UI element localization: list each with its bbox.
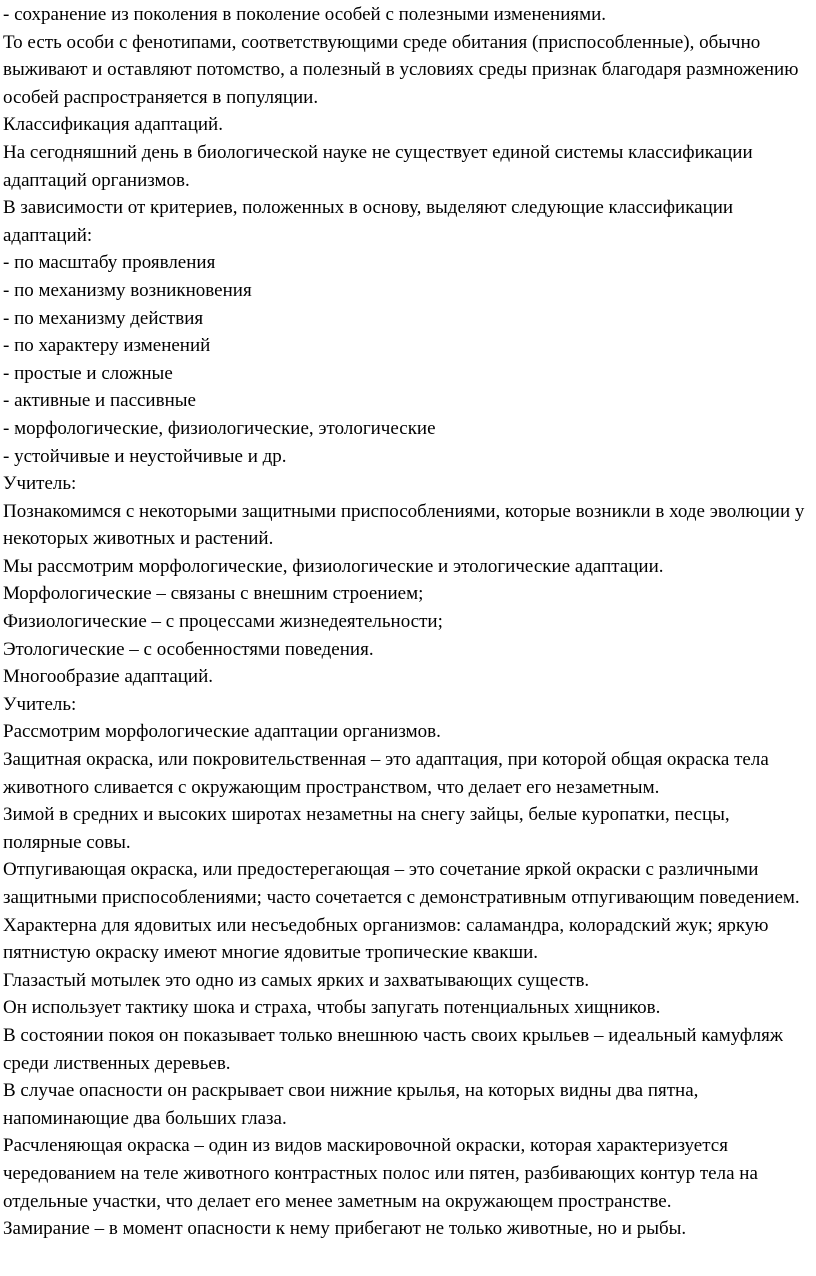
definition-physiological: Физиологические – с процессами жизнедеятельности; — [3, 611, 443, 633]
list-item-scale: - по масштабу проявления — [3, 252, 216, 274]
paragraph-disruptive-coloration: Расчленяющая окраска – один из видов маскировочной окраски, которая характеризуется чередованием на теле животного контрастных полос или пятен, разбивающих контур тела на отдельные участки, что делает его менее заметным на окружающем пространстве. — [3, 1135, 758, 1212]
paragraph-selection-list-end: - сохранение из поколения в поколение особей с полезными изменениями. — [3, 4, 607, 25]
speaker-label-teacher-2: Учитель: — [3, 693, 77, 715]
speaker-label-teacher: Учитель: — [3, 473, 77, 495]
heading-adaptation-diversity: Многообразие адаптаций. — [3, 666, 214, 688]
paragraph-winter-examples: Зимой в средних и высоких широтах незаметны на снегу зайцы, белые куропатки, песцы, полярные совы. — [3, 804, 730, 853]
list-item-origin-mechanism: - по механизму возникновения — [3, 279, 252, 301]
paragraph-protective-adaptations-intro: Познакомимся с некоторыми защитными приспособлениями, которые возникли в ходе эволюции у некоторых животных и растений. — [3, 500, 805, 550]
list-item-simple-complex: - простые и сложные — [3, 362, 173, 384]
paragraph-fitness-explanation: То есть особи с фенотипами, соответствующими среде обитания (приспособленные), обычно выживают и оставляют потомство, а полезный в условиях среды признак благодаря размножению особей распространяется в популяции. — [3, 31, 799, 108]
list-item-change-character: - по характеру изменений — [3, 335, 211, 357]
paragraph-warning-coloration: Отпугивающая окраска, или предостерегающая – это сочетание яркой окраски с различными защитными приспособлениями; часто сочетается с демонстративным отпугивающим поведением. Характерна для ядовитых или несъедобных организмов: саламандра, колорадский жук; яркую пятнистую окраску имеют многие ядовитые тропические квакши. — [3, 859, 800, 964]
definition-morphological: Морфологические – связаны с внешним строением; — [3, 583, 424, 605]
paragraph-shock-tactic: Он использует тактику шока и страха, чтобы запугать потенциальных хищников. — [3, 997, 661, 1019]
heading-adaptation-classification: Классификация адаптаций. — [3, 114, 223, 136]
paragraph-classification-criteria: В зависимости от критериев, положенных в основу, выделяют следующие классификации адаптаций: — [3, 197, 734, 246]
paragraph-protective-coloration: Защитная окраска, или покровительственная – это адаптация, при которой общая окраска тела животного сливается с окружающим пространством, что делает его незаметным. — [3, 749, 769, 798]
paragraph-morphological-intro: Рассмотрим морфологические адаптации организмов. — [3, 721, 441, 743]
paragraph-resting-camouflage: В состоянии покоя он показывает только внешнюю часть своих крыльев – идеальный камуфляж среди лиственных деревьев. — [3, 1024, 783, 1074]
list-item-active-passive: - активные и пассивные — [3, 390, 196, 412]
paragraph-adaptation-types: Мы рассмотрим морфологические, физиологические и этологические адаптации. — [3, 555, 664, 577]
paragraph-danger-eyespots: В случае опасности он раскрывает свои нижние крылья, на которых видны два пятна, напоминающие два больших глаза. — [3, 1080, 699, 1129]
paragraph-eyed-moth: Глазастый мотылек это одно из самых ярких и захватывающих существ. — [3, 969, 590, 991]
paragraph-freezing: Замирание – в момент опасности к нему прибегают не только животные, но и рыбы. — [3, 1218, 687, 1240]
definition-ethological: Этологические – с особенностями поведения. — [3, 638, 374, 660]
paragraph-no-unified-system: На сегодняшний день в биологической науке не существует единой системы классификации адаптаций организмов. — [3, 141, 753, 191]
list-item-stable-unstable: - устойчивые и неустойчивые и др. — [3, 445, 287, 467]
list-item-morpho-physio-etho: - морфологические, физиологические, этологические — [3, 417, 436, 439]
list-item-action-mechanism: - по механизму действия — [3, 307, 204, 329]
